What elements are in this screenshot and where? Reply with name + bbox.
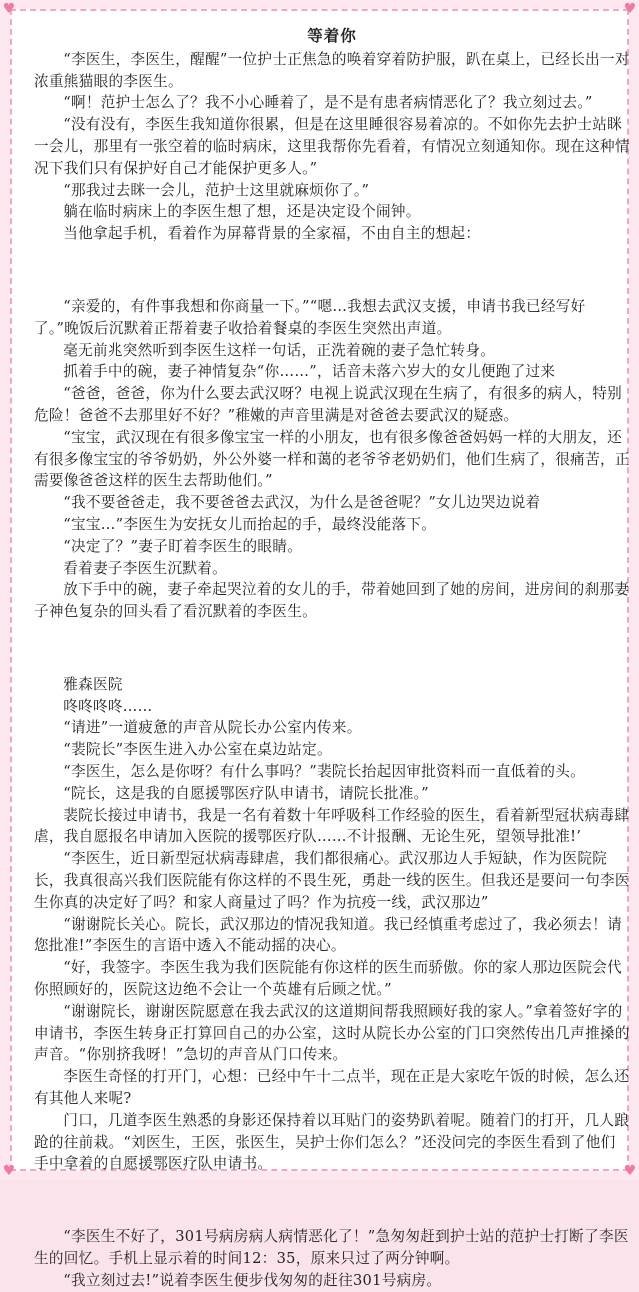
paragraph: “请进”一道疲惫的声音从院长办公室内传来。 [63,719,362,737]
paragraph: 咚咚咚咚…… [63,697,153,715]
paragraph: “好，我签字。李医生我为我们医院能有你这样的医生而骄傲。你的家人那边医院会代你照顾好的，医院这边绝不会让一个英雄有后顾之忧。” [34,959,623,999]
paragraph: “院长，这是我的自愿援鄂医疗队申请书，请院长批准。” [63,784,429,802]
article-body [34,49,630,1292]
paragraph: 李医生奇怪的打开门，心想：已经中午十二点半，现在正是大家吃午饭的时候，怎么还有其他人来呢? [34,1068,630,1108]
paragraph: “决定了？”妻子盯着李医生的眼睛。 [63,537,303,555]
heart-icon: ♥ [2,1,16,17]
paragraph: 躺在临时病床上的李医生想了想，还是决定设个闹钟。 [63,203,421,221]
paragraph: “啊！范护士怎么了？我不小心睡着了，是不是有患者病情恶化了？我立刻过去。” [63,94,593,112]
paragraph: “宝宝…”李医生为安抚女儿而抬起的手，最终没能落下。 [63,515,437,533]
paragraph: “那我过去眯一会儿，范护士这里就麻烦你了。” [63,181,370,199]
heart-icon: ♥ [2,1163,16,1179]
blank-line [34,638,630,660]
paragraph: “没有没有，李医生我知道你很累，但是在这里睡很容易着凉的。不如你先去护士站眯一会儿，那里有一张空着的临时病床，这里我帮你先看着，有情况立刻通知你。现在这种情况下我们只有保护好自己才能保护更多人。” [34,116,630,177]
paragraph: “李医生，李医生，醒醒”一位护士正焦急的唤着穿着防护服，趴在桌上，已经长出一对浓重熊猫眼的李医生。 [34,50,630,90]
paragraph: “谢谢院长关心。院长，武汉那边的情况我知道。我已经慎重考虑过了，我必须去！请您批准!”李医生的言语中透入不能动摇的决心。 [34,915,623,955]
paragraph: “我不要爸爸走，我不要爸爸去武汉，为什么是爸爸呢？”女儿边哭边说着 [63,494,541,512]
paragraph: 毫无前兆突然听到李医生这样一句话，正洗着碗的妻子急忙转身。 [63,341,496,359]
paragraph: “李医生不好了，301号病房病人病情恶化了！”急匆匆赶到护士站的范护士打断了李医生的回忆。手机上显示着的时间12：35，原来只过了两分钟啊。 [34,1228,629,1267]
paragraph: 看着妻子李医生沉默着。 [63,559,228,577]
heart-icon: ♥ [623,1,637,17]
article-title: 等着你 [307,26,357,45]
paragraph: “裴院长”李医生进入办公室在桌边站定。 [63,741,332,759]
paragraph: “李医生，近日新型冠状病毒肆虐，我们都很痛心。武汉那边人手短缺，作为医院院长，我真很高兴我们医院能有你这样的不畏生死，勇赴一线的医生。但我还是要问一句李医生你真的决定好了吗？和家人商量过了吗？作为抗疫一线，武汉那边” [34,850,630,911]
paragraph: “我立刻过去!”说着李医生便步伐匆匆的赶往301号病房。 [63,1271,442,1289]
paragraph: “爸爸，爸爸，你为什么要去武汉呀？电视上说武汉现在生病了，有很多的病人，特别危险！爸爸不去那里好不好？”稚嫩的声音里满是对爸爸去要武汉的疑惑。 [34,385,623,424]
paragraph: 雅森医院 [63,675,123,693]
paragraph: “谢谢院长，谢谢医院愿意在我去武汉的这道期间帮我照顾好我的家人。”拿着签好字的申请书，李医生转身正打算回自己的办公室，这时从院长办公室的门口突然传出几声推搡的声音。“你别挤我呀！”急切的声音从门口传来。 [34,1002,630,1064]
blank-line [34,1190,630,1212]
paragraph: “亲爱的，有件事我想和你商量一下。”“嗯…我想去武汉支援，申请书我已经写好了。”晚饭后沉默着正帮着妻子收拾着餐桌的李医生突然出声道。 [34,297,586,337]
paragraph: “宝宝，武汉现在有很多像宝宝一样的小朋友，也有很多像爸爸妈妈一样的大朋友，还有很多像宝宝的爷爷奶奶，外公外婆一样和蔼的老爷爷老奶奶们，他们生病了，很痛苦，正需要像爸爸这样的医生去帮助他们。” [34,428,630,490]
paragraph: 当他拿起手机，看着作为屏幕背景的全家福，不由自主的想起： [63,225,481,243]
paragraph: “李医生，怎么是你呀？有什么事吗？”裴院长抬起因审批资料而一直低着的头。 [63,763,586,781]
article [34,25,630,1292]
paragraph: 抓着手中的碗，妻子神情复杂“你……”，话音未落六岁大的女儿便跑了过来 [63,363,556,381]
paper-sheet [10,9,630,1289]
blank-line [34,260,630,282]
paragraph: 放下手中的碗，妻子牵起哭泣着的女儿的手，带着她回到了她的房间，进房间的刹那妻子神色复杂的回头看了看沉默着的李医生。 [34,581,630,621]
paragraph: 门口，几道李医生熟悉的身影还保持着以耳贴门的姿势趴着呢。随着门的打开，几人踉跄的往前栽。“刘医生，王医，张医生，吴护士你们怎么？”还没问完的李医生看到了他们手中拿着的自愿援鄂医疗队申请书。 [34,1111,630,1173]
paragraph: 裴院长接过申请书，我是一名有着数十年呼吸科工作经验的医生，看着新型冠状病毒肆虐，我自愿报名申请加入医院的援鄂医疗队……不计报酬、无论生死，望领导批准!’ [34,806,630,846]
heart-icon: ♥ [623,1163,637,1179]
